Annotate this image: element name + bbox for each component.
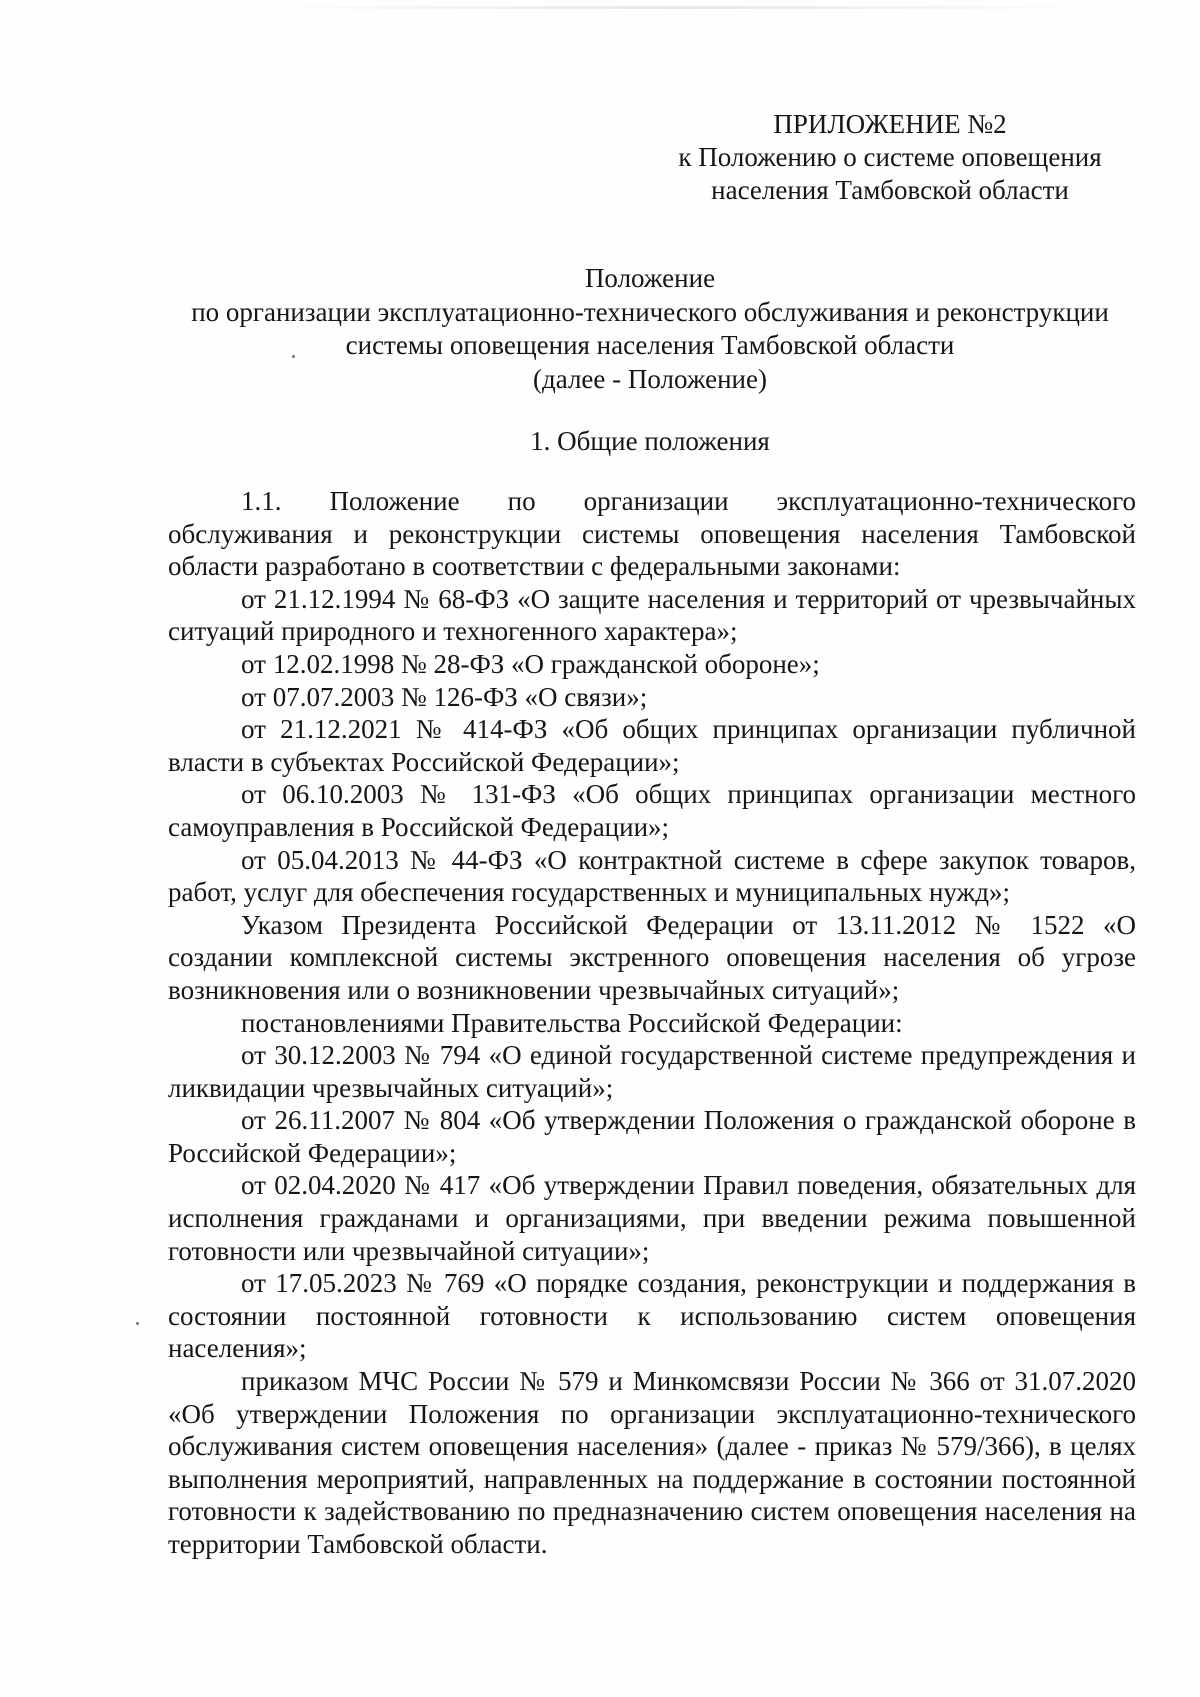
- paragraph: от 17.05.2023 № 769 «О порядке создания, реконструкции и поддержания в состоянии постоянной готовности к использованию систем оповещения населения»;: [168, 1268, 1136, 1364]
- paragraph: от 30.12.2003 № 794 «О единой государственной системе предупреждения и ликвидации чрезвычайных ситуаций»;: [168, 1040, 1136, 1103]
- document-title-line-1: Положение: [584, 263, 716, 293]
- document-title-line-4: (далее - Положение): [533, 363, 767, 394]
- appendix-reference-line-2: населения Тамбовской области: [711, 175, 1069, 205]
- appendix-reference-line-1: к Положению о системе оповещения: [678, 142, 1102, 172]
- scan-noise-top: [250, 6, 1110, 9]
- paragraph: Указом Президента Российской Федерации от 13.11.2012 № 1522 «О создании комплексной системы экстренного оповещения населения об угрозе возникновения или о возникновении чрезвычайных ситуаций»;: [168, 909, 1136, 1005]
- paragraph: постановлениями Правительства Российской Федерации:: [241, 1007, 903, 1038]
- document-title-line-3: системы оповещения населения Тамбовской области: [345, 330, 955, 360]
- paragraph: приказом МЧС России № 579 и Минкомсвязи России № 366 от 31.07.2020 «Об утверждении Положения по организации эксплуатационно-технического обслуживания систем оповещения населения» (далее - приказ № 579/366), в целях выполнения мероприятий, направленных на поддержание в состоянии постоянной готовности к задействованию по предназначению систем оповещения населения на территории Тамбовской области.: [168, 1366, 1136, 1559]
- appendix-header: [640, 108, 1140, 207]
- section-heading: 1. Общие положения: [530, 426, 770, 456]
- document-title: [160, 262, 1140, 396]
- document-body: [168, 485, 1136, 1561]
- paragraph: от 12.02.1998 № 28-ФЗ «О гражданской обороне»;: [241, 648, 820, 679]
- scan-speck: [136, 1322, 139, 1325]
- paragraph: от 02.04.2020 № 417 «Об утверждении Правил поведения, обязательных для исполнения гражданами и организациями, при введении режима повышенной готовности или чрезвычайной ситуации»;: [168, 1170, 1136, 1266]
- paragraph: от 21.12.2021 № 414-ФЗ «Об общих принципах организации публичной власти в субъектах Российской Федерации»;: [168, 714, 1136, 777]
- document-title-line-2: по организации эксплуатационно-технического обслуживания и реконструкции: [191, 296, 1109, 327]
- paragraph: от 26.11.2007 № 804 «Об утверждении Положения о гражданской обороне в Российской Федерации»;: [168, 1105, 1136, 1168]
- paragraph: от 06.10.2003 № 131-ФЗ «Об общих принципах организации местного самоуправления в Российской Федерации»;: [168, 779, 1136, 842]
- scan-speck: [292, 355, 295, 358]
- paragraph: от 21.12.1994 № 68-ФЗ «О защите населения и территорий от чрезвычайных ситуаций природного и техногенного характера»;: [168, 583, 1136, 647]
- appendix-number: ПРИЛОЖЕНИЕ №2: [773, 109, 1007, 139]
- paragraph: от 05.04.2013 № 44-ФЗ «О контрактной системе в сфере закупок товаров, работ, услуг для обеспечения государственных и муниципальных нужд»;: [168, 844, 1136, 908]
- paragraph: от 07.07.2003 № 126-ФЗ «О связи»;: [241, 681, 648, 712]
- paragraph: 1.1. Положение по организации эксплуатационно-технического обслуживания и реконструкции системы оповещения населения Тамбовской области разработано в соответствии с федеральными законами:: [168, 486, 1136, 582]
